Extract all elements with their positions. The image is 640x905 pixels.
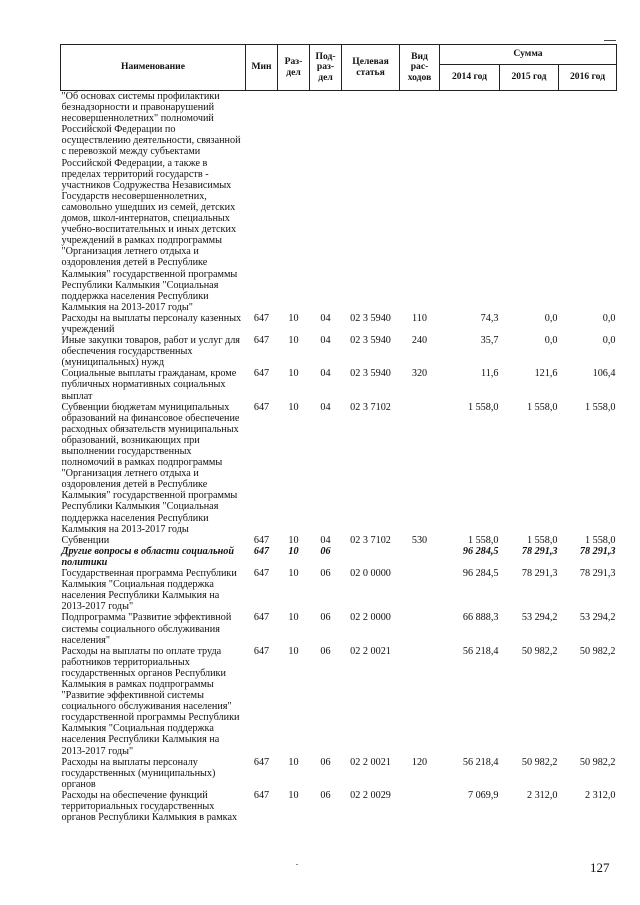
cell-vid: 110 bbox=[412, 312, 427, 324]
cell-name: Субвенции бюджетам муниципальных образований на финансовое обеспечение расходных обязательств муниципальных образований, возникающих при выполнении государственных полномочий в рамках подпрограммы "Организация летнего отдыха и оздоровления детей в Республике Калмыкия" государственной программы Республики Калмыкия "Социальная поддержка населения Республики Калмыкия на 2013-2017 годы bbox=[61, 401, 240, 535]
cell-y2015: 1 558,0 bbox=[526, 534, 558, 546]
cell-y2016: 50 982,2 bbox=[579, 645, 616, 657]
cell-y2015: 78 291,3 bbox=[521, 568, 558, 580]
cell-podrazdel: 06 bbox=[320, 756, 331, 768]
cell-min: 647 bbox=[253, 756, 270, 768]
cell-y2015: 50 982,2 bbox=[521, 756, 558, 768]
cell-min: 647 bbox=[253, 368, 270, 380]
header-year-2016: 2016 год bbox=[559, 65, 617, 91]
cell-name: Расходы на выплаты персоналу казенных учреждений bbox=[61, 312, 242, 335]
cell-podrazdel: 04 bbox=[320, 335, 331, 347]
cell-podrazdel: 04 bbox=[320, 312, 331, 324]
cell-vid: 320 bbox=[411, 368, 428, 380]
cell-statya: 02 3 5940 bbox=[350, 368, 391, 380]
cell-vid: 240 bbox=[411, 335, 428, 347]
cell-y2014: 96 284,5 bbox=[462, 568, 499, 580]
cell-name: "Об основах системы профилактики безнадзорности и правонарушений несовершеннолетних" полномочий Российской Федерации по осуществлению деятельности, связанной с перевозкой между субъектами Российской Федерации, а также в пределах территорий государств - участников Содружества Независимых Государств несовершеннолетних, самовольно ушедших из семей, детских домов, школ-интернатов, специальных учебно-воспитательных и иных детских учреждений в рамках подпрограммы "Организация летнего отдыха и оздоровления детей в Республике Калмыкия" государственной программы Республики Калмыкия "Социальная поддержка населения Республики Калмыкия на 2013-2017 годы" bbox=[61, 91, 241, 313]
cell-y2016: 1 558,0 bbox=[584, 534, 616, 546]
table-header bbox=[61, 45, 617, 91]
cell-y2015 bbox=[500, 91, 559, 313]
cell-y2016 bbox=[559, 91, 617, 313]
cell-min: 647 bbox=[253, 545, 270, 557]
header-year-2014: 2014 год bbox=[440, 65, 500, 91]
header-razdel: Раз- дел bbox=[278, 45, 310, 91]
cell-statya bbox=[342, 91, 400, 313]
cell-podrazdel: 06 bbox=[320, 789, 331, 801]
cell-statya: 02 3 5940 bbox=[350, 312, 391, 324]
cell-y2016: 78 291,3 bbox=[579, 545, 616, 557]
cell-min: 647 bbox=[253, 645, 270, 657]
cell-vid bbox=[400, 546, 440, 568]
cell-razdel: 10 bbox=[288, 534, 299, 546]
cell-y2015: 50 982,2 bbox=[521, 645, 558, 657]
header-vid: Вид рас- ходов bbox=[400, 45, 440, 91]
table-row bbox=[61, 568, 617, 612]
cell-razdel: 10 bbox=[288, 645, 299, 657]
cell-vid: 530 bbox=[411, 534, 428, 546]
table-row bbox=[61, 313, 617, 335]
cell-razdel: 10 bbox=[288, 612, 299, 624]
cell-statya: 02 3 7102 bbox=[350, 534, 391, 546]
cell-razdel: 10 bbox=[288, 789, 299, 801]
cell-y2014: 56 218,4 bbox=[462, 645, 499, 657]
table-row bbox=[61, 546, 617, 568]
header-stub-line bbox=[604, 40, 616, 41]
cell-y2014: 1 558,0 bbox=[467, 534, 499, 546]
cell-y2016: 50 982,2 bbox=[579, 756, 616, 768]
cell-min: 647 bbox=[253, 568, 270, 580]
cell-min: 647 bbox=[253, 789, 270, 801]
cell-statya: 02 2 0021 bbox=[350, 756, 391, 768]
cell-name: Социальные выплаты гражданам, кроме публичных нормативных социальных выплат bbox=[61, 368, 237, 402]
cell-y2014: 11,6 bbox=[481, 368, 499, 380]
cell-podrazdel bbox=[310, 91, 342, 313]
cell-razdel: 10 bbox=[288, 335, 299, 347]
header-year-2015: 2015 год bbox=[500, 65, 559, 91]
header-name: Наименование bbox=[61, 45, 246, 91]
cell-min bbox=[246, 91, 278, 313]
cell-y2014: 74,3 bbox=[480, 312, 499, 324]
cell-podrazdel: 04 bbox=[320, 534, 331, 546]
cell-statya: 02 3 5940 bbox=[350, 335, 391, 347]
cell-statya: 02 3 7102 bbox=[350, 401, 391, 413]
cell-vid bbox=[400, 402, 440, 535]
cell-y2014: 7 069,9 bbox=[467, 789, 499, 801]
cell-y2016: 53 294,2 bbox=[579, 612, 616, 624]
cell-min: 647 bbox=[253, 312, 270, 324]
cell-podrazdel: 06 bbox=[320, 645, 331, 657]
cell-razdel: 10 bbox=[288, 312, 299, 324]
cell-name: Подпрограмма "Развитие эффективной системы социального обслуживания населения" bbox=[61, 612, 232, 646]
cell-y2015: 0,0 bbox=[544, 312, 558, 324]
cell-vid: 120 bbox=[411, 756, 428, 768]
header-summa: Сумма bbox=[440, 45, 617, 65]
cell-vid bbox=[400, 646, 440, 757]
cell-statya: 02 2 0000 bbox=[350, 612, 391, 624]
header-min: Мин bbox=[246, 45, 278, 91]
table-row bbox=[61, 402, 617, 535]
cell-name: Расходы на обеспечение функций территориальных государственных органов Республики Калмыкия в рамках bbox=[61, 789, 238, 824]
table-row bbox=[61, 790, 617, 823]
cell-y2016: 1 558,0 bbox=[584, 401, 616, 413]
cell-name: Субвенции bbox=[61, 534, 110, 546]
cell-name: Расходы на выплаты персоналу государственных (муниципальных) органов bbox=[61, 756, 216, 790]
budget-table bbox=[60, 44, 617, 823]
cell-vid bbox=[400, 568, 440, 612]
table-body bbox=[61, 91, 617, 824]
cell-statya: 02 2 0021 bbox=[350, 645, 391, 657]
table-row bbox=[61, 368, 617, 401]
cell-y2015: 0,0 bbox=[544, 335, 558, 347]
cell-razdel: 10 bbox=[288, 368, 299, 380]
table-row bbox=[61, 757, 617, 790]
cell-name: Другие вопросы в области социальной политики bbox=[61, 545, 235, 568]
cell-y2016: 78 291,3 bbox=[579, 568, 616, 580]
cell-y2015: 121,6 bbox=[534, 368, 558, 380]
cell-name: Иные закупки товаров, работ и услуг для обеспечения государственных (муниципальных) нужд bbox=[61, 335, 240, 369]
cell-y2015: 2 312,0 bbox=[526, 789, 558, 801]
cell-podrazdel: 06 bbox=[320, 612, 331, 624]
page-number: 127 bbox=[590, 860, 610, 875]
cell-statya bbox=[342, 546, 400, 568]
table-row bbox=[61, 646, 617, 757]
cell-razdel: 10 bbox=[288, 545, 299, 557]
cell-name: Расходы на выплаты по оплате труда работников территориальных государственных органов Республики Калмыкия в рамках подпрограммы "Развитие эффективной системы социального обслуживания населения" государственной программы Республики Калмыкия "Социальная поддержка населения Республики Калмыкия на 2013-2017 годы" bbox=[61, 645, 240, 757]
cell-y2014 bbox=[440, 91, 500, 313]
cell-min: 647 bbox=[253, 612, 270, 624]
cell-statya: 02 0 0000 bbox=[350, 568, 391, 580]
cell-razdel bbox=[278, 91, 310, 313]
cell-min: 647 bbox=[253, 534, 270, 546]
cell-statya: 02 2 0029 bbox=[350, 789, 391, 801]
cell-y2014: 1 558,0 bbox=[467, 401, 499, 413]
cell-min: 647 bbox=[253, 335, 270, 347]
cell-razdel: 10 bbox=[288, 756, 299, 768]
cell-y2016: 0,0 bbox=[602, 335, 616, 347]
table-row bbox=[61, 91, 617, 313]
cell-y2014: 66 888,3 bbox=[462, 612, 499, 624]
cell-y2016: 106,4 bbox=[592, 368, 616, 380]
cell-vid bbox=[400, 790, 440, 823]
cell-podrazdel: 06 bbox=[320, 545, 331, 557]
cell-vid bbox=[400, 91, 440, 313]
header-statya: Целевая статья bbox=[342, 45, 400, 91]
cell-name: Государственная программа Республики Калмыкия "Социальная поддержка населения Республики Калмыкия на 2013-2017 годы" bbox=[61, 568, 237, 613]
cell-podrazdel: 04 bbox=[320, 368, 331, 380]
cell-y2015: 78 291,3 bbox=[521, 545, 558, 557]
cell-y2015: 53 294,2 bbox=[521, 612, 558, 624]
cell-podrazdel: 06 bbox=[320, 568, 331, 580]
cell-y2014: 56 218,4 bbox=[462, 756, 499, 768]
cell-razdel: 10 bbox=[288, 401, 299, 413]
cell-vid bbox=[400, 612, 440, 645]
cell-y2016: 2 312,0 bbox=[584, 789, 616, 801]
cell-razdel: 10 bbox=[288, 568, 299, 580]
cell-y2015: 1 558,0 bbox=[526, 401, 558, 413]
table-row bbox=[61, 535, 617, 546]
table-row bbox=[61, 612, 617, 645]
cell-y2014: 35,7 bbox=[480, 335, 499, 347]
table-row bbox=[61, 335, 617, 368]
cell-podrazdel: 04 bbox=[320, 401, 331, 413]
header-podrazdel: Под- раз- дел bbox=[310, 45, 342, 91]
cell-y2014: 96 284,5 bbox=[462, 545, 499, 557]
scan-dot bbox=[296, 864, 298, 865]
cell-y2016: 0,0 bbox=[602, 312, 616, 324]
cell-min: 647 bbox=[253, 401, 270, 413]
